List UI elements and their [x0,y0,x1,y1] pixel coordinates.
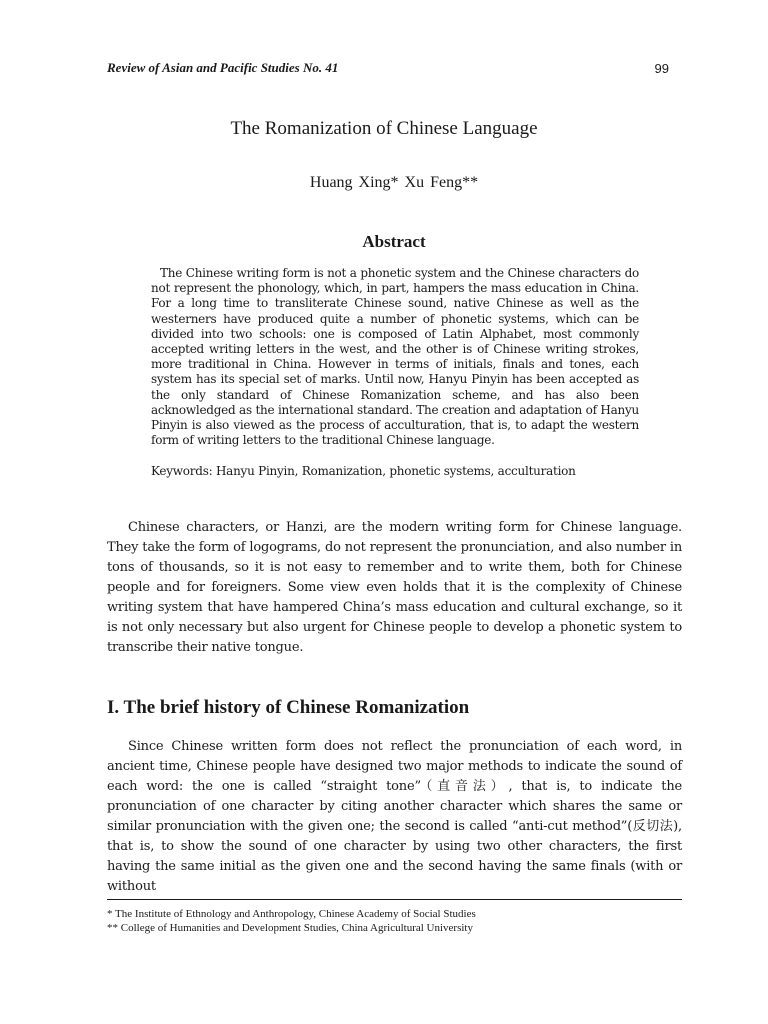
footnote-divider [107,899,682,900]
footnote-2: ** College of Humanities and Development Studies, China Agricultural University [107,922,473,934]
section-heading: I. The brief history of Chinese Romanization [107,697,470,718]
intro-paragraph: Chinese characters, or Hanzi, are the modern writing form for Chinese language. They take the form of logograms, do not represent the pronunciation, and also number in tons of thousands, so it is not easy to remember and to write them, both for Chinese people and for foreigners. Some view even holds that it is the complexity of Chinese writing system that have hampered China’s mass education and cultural exchange, so it is not only necessary but also urgent for Chinese people to develop a phonetic system to transcribe their native tongue. [107,520,682,655]
footnotes [107,907,682,935]
article-authors: Huang Xing* Xu Feng** [309,174,479,191]
section-paragraph: Since Chinese written form does not reflect the pronunciation of each word, in ancient time, Chinese people have designed two major methods to indicate the sound of each word: the one is called “straight tone”（直音法）, that is, to indicate the pronunciation of one character by citing another character which shares the same or similar pronunciation with the given one; the second is called “anti-cut method”(反切法), that is, to show the sound of one character by using two other characters, the first having the same initial as the given one and the second having the same finals (with or without [107,739,682,894]
page-number: 99 [654,61,669,76]
article-title: The Romanization of Chinese Language [230,118,538,139]
journal-running-head: Review of Asian and Pacific Studies No. 41 [107,60,339,75]
abstract-body: The Chinese writing form is not a phonetic system and the Chinese characters do not represent the phonology, which, in part, hampers the mass education in China. For a long time to transliterate Chinese sound, native Chinese as well as the westerners have produced quite a number of phonetic systems, which can be divided into two schools: one is composed of Latin Alphabet, most commonly accepted writing letters in the west, and the other is of Chinese writing strokes, more traditional in China. However in terms of initials, finals and tones, each system has its special set of marks. Until now, Hanyu Pinyin has been accepted as the only standard of Chinese Romanization scheme, and has also been acknowledged as the international standard. The creation and adaptation of Hanyu Pinyin is also viewed as the process of acculturation, that is, to adapt the western form of writing letters to the traditional Chinese language. [151,266,639,448]
keywords: Keywords: Hanyu Pinyin, Romanization, phonetic systems, acculturation [151,464,576,478]
abstract-heading: Abstract [362,232,426,251]
footnote-1: * The Institute of Ethnology and Anthropology, Chinese Academy of Social Studies [107,908,476,920]
